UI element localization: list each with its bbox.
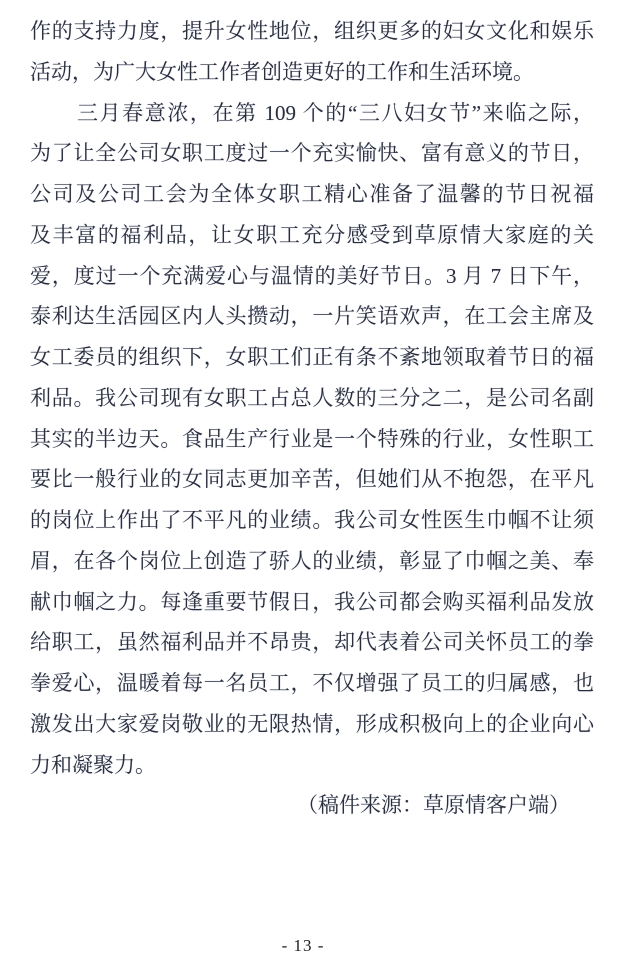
- text-line: 给职工，虽然福利品并不昂贵，却代表着公司关怀员工的拳: [30, 630, 594, 655]
- text-line: 三月春意浓，在第 109 个的“三八妇女节”来临之际，: [77, 100, 594, 125]
- text-line: 公司及公司工会为全体女职工精心准备了温馨的节日祝福: [30, 182, 594, 206]
- text-line: 要比一般行业的女同志更加辛苦，但她们从不抱怨，在平凡: [30, 467, 594, 492]
- text-line: 其实的半边天。食品生产行业是一个特殊的行业，女性职工: [30, 426, 594, 451]
- text-line: 为了让全公司女职工度过一个充实愉快、富有意义的节日，: [30, 141, 594, 166]
- text-line: 的岗位上作出了不平凡的业绩。我公司女性医生巾帼不让须: [30, 508, 594, 532]
- page-number: - 13 -: [281, 936, 325, 955]
- text-line: 活动，为广大女性工作者创造更好的工作和生活环境。: [30, 59, 534, 84]
- text-line: 眉，在各个岗位上创造了骄人的业绩，彰显了巾帼之美、奉: [30, 548, 594, 573]
- text-line: 激发出大家爱岗敬业的无限热情，形成积极向上的企业向心: [30, 711, 594, 736]
- text-line: 力和凝聚力。: [30, 752, 156, 777]
- text-line: 及丰富的福利品，让女职工充分感受到草原情大家庭的关: [30, 222, 594, 247]
- text-line: 拳爱心，温暖着每一名员工，不仅增强了员工的归属感，也: [30, 671, 594, 695]
- text-line: 泰利达生活园区内人头攒动，一片笑语欢声，在工会主席及: [30, 304, 594, 329]
- text-line: 作的支持力度，提升女性地位，组织更多的妇女文化和娱乐: [30, 19, 594, 43]
- text-line: 献巾帼之力。每逢重要节假日，我公司都会购买福利品发放: [30, 589, 594, 614]
- text-line: 爱，度过一个充满爱心与温情的美好节日。3 月 7 日下午，: [30, 263, 594, 288]
- attribution-line: （稿件来源：草原情客户端）: [297, 793, 570, 818]
- text-line: 女工委员的组织下，女职工们正有条不紊地领取着节日的福: [30, 345, 594, 369]
- text-line: 利品。我公司现有女职工占总人数的三分之二，是公司名副: [30, 385, 594, 410]
- document-body: [30, 11, 594, 826]
